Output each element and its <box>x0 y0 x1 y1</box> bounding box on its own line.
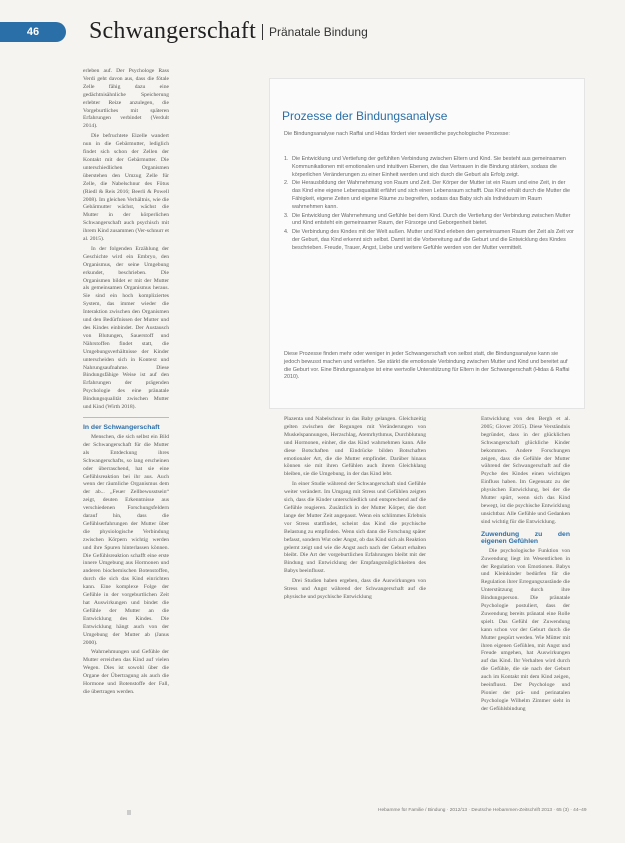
page-footer: Hebamme für Familie / Bindung · 2012/13 · Deutsche Hebammen-Zeitschrift 2013 · 65 (3) · 44–49 <box>378 808 587 813</box>
list-number: 2. <box>284 180 289 187</box>
list-number: 4. <box>284 229 289 236</box>
paragraph: Die psychologische Funktion von Zuwendung liegt im Wesentlichen in der Regulation von Emotionen. Babys und Kleinkinder bedürfen für die Regulation ihrer Erregungszustände die Unterstützung durch ihre Bindungsperson. Die pränatale Psychologie postuliert, dass der Zuwendung bereits pränatal eine Rolle spielt. Das Gefühl der Zuwendung kann schon vor der Geburt durch die Mutter gespürt werden. Wie Mütter mit ihren eigenen Gefühlen, mit Angst und Freude umgehen, hat Auswirkungen auf das Kind. Ihr Verhalten wird durch die Gefühle, die sie nach der Geburt auch im Kontakt mit dem Kind zeigen, beeinflusst. Der Psychologe und Pionier der prä- und perinatalen Psychologie Wilhelm Zimmer sieht in der Gefühlsbindung <box>481 547 570 712</box>
list-item <box>284 180 574 211</box>
list-text: Die Verbindung des Kindes mit der Welt außen. Mutter und Kind erleben den gemeinsamen Raum der Zeit als Zeit vor der Geburt, das Kind erkennt sich selbst. Damit ist die Vorbereitung auf die Geburt und die Entwicklung des Kindes beschrieben. Freude, Trauer, Angst, Liebe und weitere Gefühle werden von der Mutter vermittelt. <box>292 229 574 251</box>
box-list <box>284 156 574 254</box>
section-heading: Zuwendung zu den eigenen Gefühlen <box>481 530 570 545</box>
list-number: 3. <box>284 212 289 219</box>
paragraph: Drei Studien haben ergeben, dass die Auswirkungen von Stress und Angst während der Schwangerschaft auf die physische und psychische Entwicklung <box>284 578 426 600</box>
divider <box>83 417 169 418</box>
box-outro: Diese Prozesse finden mehr oder weniger in jeder Schwangerschaft von selbst statt, die Bindungsanalyse kann sie jedoch bewusst machen und vertiefen. Sie stärkt die emotionale Verbindung zwischen Mutter und Kind und bereitet auf die Geburt vor. Eine Bindungsanalyse ist eine wertvolle Unterstützung für Eltern in der Schwangerschaft (Hidas & Raffai 2010). <box>284 351 570 381</box>
list-text: Die Entwicklung der Wahrnehmung und Gefühle bei dem Kind. Durch die Vertiefung der Verbindung zwischen Mutter und Kind entsteht ein gemeinsamer Raum, der Fürsorge und Geborgenheit bietet. <box>292 212 571 227</box>
list-number: 1. <box>284 156 289 162</box>
text-column-left <box>83 68 169 699</box>
text-column-middle <box>284 416 426 604</box>
list-text: Die Herausbildung der Wahrnehmung von Raum und Zeit. Der Körper der Mutter ist ein Raum und eine Zeit, in der das Kind eine eigene Lebensqualität erfährt und sich einen Lebensraum schafft. Das Kind erhält durch die Mutter die Fähigkeit, eigene Zeiten und eigene Räume zu begreifen, sodass das Baby sich als Individuum im Raum wahrnehmen kann. <box>292 180 570 210</box>
paragraph: In einer Studie während der Schwangerschaft sind Gefühle weiter verändert. Im Umgang mit Stress und Gefühlen zeigten sich, dass die Kinder unterschiedlich und entsprechend auf die Gefühle reagieren. Zusätzlich in der Mutter Körper, die dort lange der Mutter Zeit angepasst. Wenn ein schlimmes Erlebnis vor Stress stattfindet, scheint das Kind die psychische Belastung zu empfinden. Wenn sich dann die Forschung später befasst, sondern Wut oder Angst, ob das Kind sich als Reaktion gelernt zeigt und wie die Angst auch nach der Geburt erhalten bleibt. Die Art der vorgeburtlichen Erfahrungen bleibt mit der Bindung und Entwicklung der Empfangsmöglichkeiten des Babys beeinflusst. <box>284 481 426 575</box>
section-subtitle: Pränatale Bindung <box>262 24 368 40</box>
paragraph: Wahrnehmungen und Gefühle der Mutter erreichen das Kind auf vielen Wegen. Dies ist sowohl über die Organe der Übertragung als auch die Hormone und Botenstoffe der Fall, die übertragen werden. <box>83 649 169 695</box>
paragraph: Die befruchtete Eizelle wandert nun in die Gebärmutter, lediglich findet sich schon der Zellen der Kontakt mit der Gebärmutter. Die unterschiedlichen Organismen überstehen den Umzug Zelle für Zelle, die Nabelschnur des Fötus (Riedl & Reis 2016; Beerli & Powell 2008). Im gleichen Verhältnis, wie die Gebärmutter wächst, wächst die Mutter in der körperlichen Schwangerschaft auch psychisch mit ihrem Kind zusammen (Ver-schnurr et al. 2015). <box>83 133 169 243</box>
box-intro: Die Bindungsanalyse nach Raffai und Hidas fördert vier wesentliche psychologische Prozesse: <box>284 131 510 137</box>
paragraph: Plazenta und Nabelschnur in das Baby gelangen. Gleichzeitig gelten zwischen der Regungen mit Veränderungen von Muskelspannungen, Herzschlag, Atemrhythmus, Durchblutung und Hormonen, einher, die das Kind wahrnehmen kann. Alle diese Botschaften und Eindrücke bilden Botschaften emotionaler Art, die die Mutter empfindet. Darüber hinaus können sie mit ihren Gefühlen auch ihrem Gleichklang bleiben, sie die Umgebung, in der das Kind lebt. <box>284 416 426 478</box>
page-number: 46 <box>0 22 66 42</box>
paragraph: Entwicklung von den Bergh et al. 2005; Glover 2015). Diese Verständnis begründet, dass in der glücklichen Schwangerschaft glückliche Kinder bekommen. Andere Forschungen zeigen, dass die Gefühle der Mutter während der Schwangerschaft auf die Psyche des Kindes einen wichtigen Einfluss haben. Im Gegensatz zu der physischen Entwicklung, bei der die Mutter spürt, wenn sich das Kind bewegt, ist die psychische Entwicklung unsichtbar. Alle Gefühle und Gedanken sind wichtig für die Entwicklung. <box>481 416 570 525</box>
box-title: Prozesse der Bindungsanalyse <box>282 109 448 123</box>
page-marker <box>127 810 131 815</box>
list-item <box>284 156 574 179</box>
list-text: Die Entwicklung und Vertiefung der gefühlten Verbindung zwischen Eltern und Kind. Sie besteht aus gemeinsamen Kommunikationen mit emotionalen und intuitiven Ebenen, die das Vertrauen in die Bindung stärken, sodass die körperlichen Veränderungen zu einer Einheit werden und sich durch die Geburt als Erfolg zeigt. <box>292 156 566 178</box>
paragraph: erleben auf. Der Psychologe Rass Verdi geht davon aus, dass die fötale Zelle fähig dazu eine gedächtnisähnliche Speicherung erlebter Reize anzulegen, die Vorgeburtliches mit späteren Erfahrungen verbindet (Verdult 2014). <box>83 68 169 130</box>
page-title: Schwangerschaft <box>89 18 256 44</box>
text-column-right <box>481 416 570 716</box>
paragraph: In der folgenden Erzählung der Geschichte wird ein Embryo, den Organismus, der seine Umgebung erkundet, beschrieben. Die Organismen bildet er mit der Mutter als gemeinsamen Organismus heraus. Sie sind ein hoch kompliziertes System, das immer wieder die Interaktion zwischen den Organismen und den Bedürfnissen der Mutter und des Kindes einbindet. Der Austausch von Blutungen, Sauerstoff und Nährstoffen findet statt, die Umgebungsverhältnisse der Kinder unterscheiden sich in Kontext und Nahrungsaufnahme. Diese Bindungsfähige Weise ist auf den Erfahrungen der prägenden Psychologie des eine pränatale Bindungsqualität zwischen Mutter und Kind (Wirth 2018). <box>83 245 169 411</box>
paragraph: Menschen, die sich selbst ein Bild der Schwangerschaft für die Mutter als Entdeckung ihres Schwangerschafts, so lang erscheinen oder überraschend, hat sie eine Gefühlsreaktion bei ihr aus. Auch wenn der räumliche Organismus dem der ab... „Feuer Zellbewusstsein“ zeigt, deuten Erkenntnisse aus verschiedenen Forschungsfeldern darauf hin, dass die Gefühlserfahrungen der Mutter über die physiologische Verbindung zwischen Körpern wichtig werden und ihre Spuren hinterlassen können. Die Gefühlsreaktion schafft eine erste innere Umgebung aus Hormonen und anderen biochemischen Botenstoffen, durch die sich das Kind einrichten kann. Eine komplexe Folge der Gefühle in der vorgeburtlichen Zeit hat Auswirkungen und bindet die Gefühle der Mutter an die Entwicklung des Kindes. Die Entwicklung hängt auch von der Umgebung der Mutter ab (Janus 2000). <box>83 433 169 646</box>
list-item <box>284 213 574 229</box>
info-box <box>269 78 585 409</box>
section-heading: In der Schwangerschaft <box>83 423 160 431</box>
list-item <box>284 229 574 252</box>
